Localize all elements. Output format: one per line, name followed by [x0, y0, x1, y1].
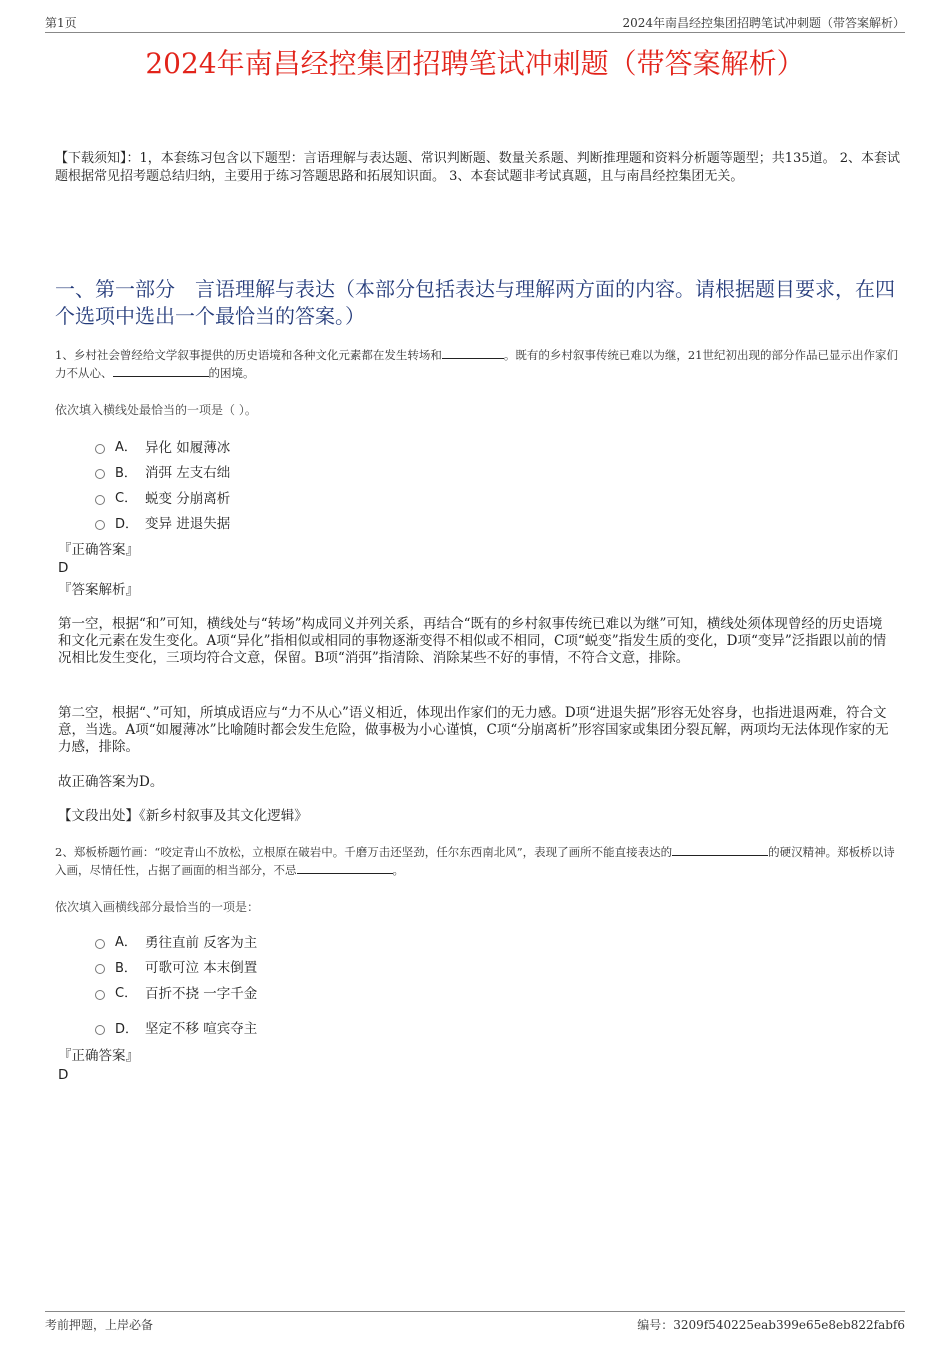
- radio-icon[interactable]: [95, 1025, 105, 1035]
- answer-blank: [672, 844, 768, 856]
- analysis-paragraph-1: 第一空，根据“和”可知，横线处与“转场”构成同义并列关系，再结合“既有的乡村叙事传统已难以为继”可知，横线处须体现曾经的历史语境和文化元素在发生变化。A项“异化”指相似或相同的事物逐渐变得不相似或不相同，C项“蜕变”指发生质的变化，D项“变异”泛指跟以前的情况相比发生变化，三项均符合文意，保留。B项“消弭”指清除、消除某些不好的事情，不符合文意，排除。: [58, 616, 887, 666]
- answer-blank: [113, 365, 209, 377]
- question-2-prompt: 依次填入画横线部分最恰当的一项是：: [55, 900, 260, 914]
- document-title: 2024年南昌经控集团招聘笔试冲刺题（带答案解析）: [145, 47, 805, 80]
- option-a[interactable]: A． 勇往直前 反客为主: [95, 928, 257, 954]
- analysis-label: 『答案解析』: [58, 582, 139, 598]
- question-1-options: [95, 433, 230, 535]
- radio-icon[interactable]: [95, 469, 105, 479]
- answer-blank: [442, 347, 504, 359]
- radio-icon[interactable]: [95, 964, 105, 974]
- answer-label: 『正确答案』: [58, 542, 139, 558]
- option-c[interactable]: C． 蜕变 分崩离析: [95, 484, 230, 510]
- footer-serial: 编号：3209f540225eab399e65e8eb822fabf6: [637, 1318, 905, 1332]
- page-header: [45, 12, 905, 33]
- question-2-options: [95, 928, 257, 1040]
- download-notice: 【下载须知】：1，本套练习包含以下题型：言语理解与表达题、常识判断题、数量关系题、判断推理题和资料分析题等题型；共135道。 2、本套试题根据常见招考题总结归纳，主要用于练习答题思路和拓展知识面。 3、本套试题非考试真题，且与南昌经控集团无关。: [55, 151, 900, 184]
- option-c[interactable]: C． 百折不挠 一字千金: [95, 979, 257, 1005]
- radio-icon[interactable]: [95, 990, 105, 1000]
- option-a[interactable]: A． 异化 如履薄冰: [95, 433, 230, 459]
- radio-icon[interactable]: [95, 495, 105, 505]
- option-b[interactable]: B． 可歌可泣 本末倒置: [95, 954, 257, 980]
- conclusion: 故正确答案为D。: [58, 774, 164, 790]
- answer-label: 『正确答案』: [58, 1048, 139, 1064]
- header-doc-title: 2024年南昌经控集团招聘笔试冲刺题（带答案解析）: [622, 16, 905, 30]
- page-footer: [45, 1311, 905, 1334]
- radio-icon[interactable]: [95, 520, 105, 530]
- page-number: 第1页: [45, 16, 77, 30]
- analysis-paragraph-2: 第二空，根据“、”可知，所填成语应与“力不从心”语义相近，体现出作家们的无力感。D项“进退失据”形容无处容身，也指进退两难，符合文意，当选。A项“如履薄冰”比喻随时都会发生危险，做事极为小心谨慎，C项“分崩离析”形容国家或集团分裂瓦解，两项均无法体现作家的无力感，排除。: [58, 705, 889, 755]
- footer-slogan: 考前押题，上岸必备: [45, 1318, 154, 1332]
- radio-icon[interactable]: [95, 444, 105, 454]
- question-1-text: 1、乡村社会曾经给文学叙事提供的历史语境和各种文化元素都在发生转场和 。既有的乡村叙事传统已难以为继，21世纪初出现的部分作品已显示出作家们力不从心、 的困境。: [55, 348, 898, 380]
- radio-icon[interactable]: [95, 939, 105, 949]
- option-d[interactable]: D． 坚定不移 喧宾夺主: [95, 1015, 257, 1041]
- answer-value: D: [58, 560, 69, 576]
- section-heading: 一、第一部分 言语理解与表达（本部分包括表达与理解两方面的内容。请根据题目要求，在四个选项中选出一个最恰当的答案。）: [55, 277, 895, 328]
- answer-value: D: [58, 1067, 69, 1083]
- question-1-prompt: 依次填入横线处最恰当的一项是（ ）。: [55, 403, 257, 417]
- option-d[interactable]: D． 变异 进退失据: [95, 510, 230, 536]
- question-2-text: 2、郑板桥题竹画：“咬定青山不放松，立根原在破岩中。千磨万击还坚劲，任尔东西南北风”，表现了画所不能直接表达的 的硬汉精神。郑板桥以诗入画，尽情任性，占据了画面的相当部分，不忌 。: [55, 845, 895, 877]
- option-b[interactable]: B． 消弭 左支右绌: [95, 459, 230, 485]
- source-citation: 【文段出处】《新乡村叙事及其文化逻辑》: [58, 808, 308, 824]
- answer-blank: [297, 862, 393, 874]
